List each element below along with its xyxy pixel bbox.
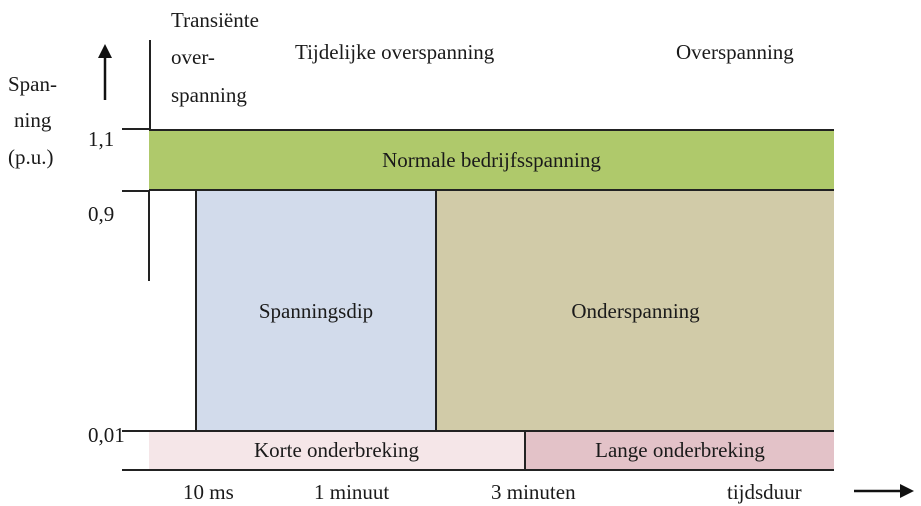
normal-operating-voltage-region <box>149 129 834 191</box>
transient-label-line2: over- <box>171 45 215 69</box>
x-tick-1-minute: 1 minuut <box>314 480 390 504</box>
long-interruption-region <box>524 431 834 470</box>
right-arrow-icon <box>852 480 916 502</box>
x-axis-label-duration: tijdsduur <box>727 480 802 504</box>
x-axis-line <box>122 469 834 471</box>
y-axis-label-line2: ning <box>14 108 52 132</box>
normal-operating-voltage-label: Normale bedrijfsspanning <box>382 147 601 172</box>
y-axis-label-line3: (p.u.) <box>8 145 54 169</box>
tick-mark-1-1 <box>122 128 150 130</box>
y-tick-0-01: 0,01 <box>88 423 125 447</box>
overvoltage-label: Overspanning <box>676 40 794 64</box>
up-arrow-icon <box>94 42 116 102</box>
x-tick-3-minutes: 3 minuten <box>491 480 576 504</box>
y-axis-middle-line <box>148 191 150 281</box>
undervoltage-region <box>437 191 834 431</box>
undervoltage-label: Onderspanning <box>571 298 700 323</box>
y-axis-upper-line <box>149 40 151 130</box>
long-interruption-label: Lange onderbreking <box>595 438 765 462</box>
short-interruption-region <box>149 431 524 470</box>
y-tick-0-9: 0,9 <box>88 202 115 226</box>
y-tick-1-1: 1,1 <box>88 127 115 151</box>
temporary-overvoltage-label: Tijdelijke overspanning <box>295 40 495 64</box>
short-interruption-label: Korte onderbreking <box>253 438 420 462</box>
voltage-dip-region <box>195 191 437 431</box>
baseline-0-01 <box>122 430 834 432</box>
transient-label-line1: Transiënte <box>171 8 259 32</box>
voltage-dip-label: Spanningsdip <box>258 298 374 323</box>
transient-label-line3: spanning <box>171 83 247 107</box>
y-axis-label-line1: Span- <box>8 72 57 96</box>
tick-mark-0-9 <box>122 190 150 192</box>
x-tick-10ms: 10 ms <box>183 480 234 504</box>
